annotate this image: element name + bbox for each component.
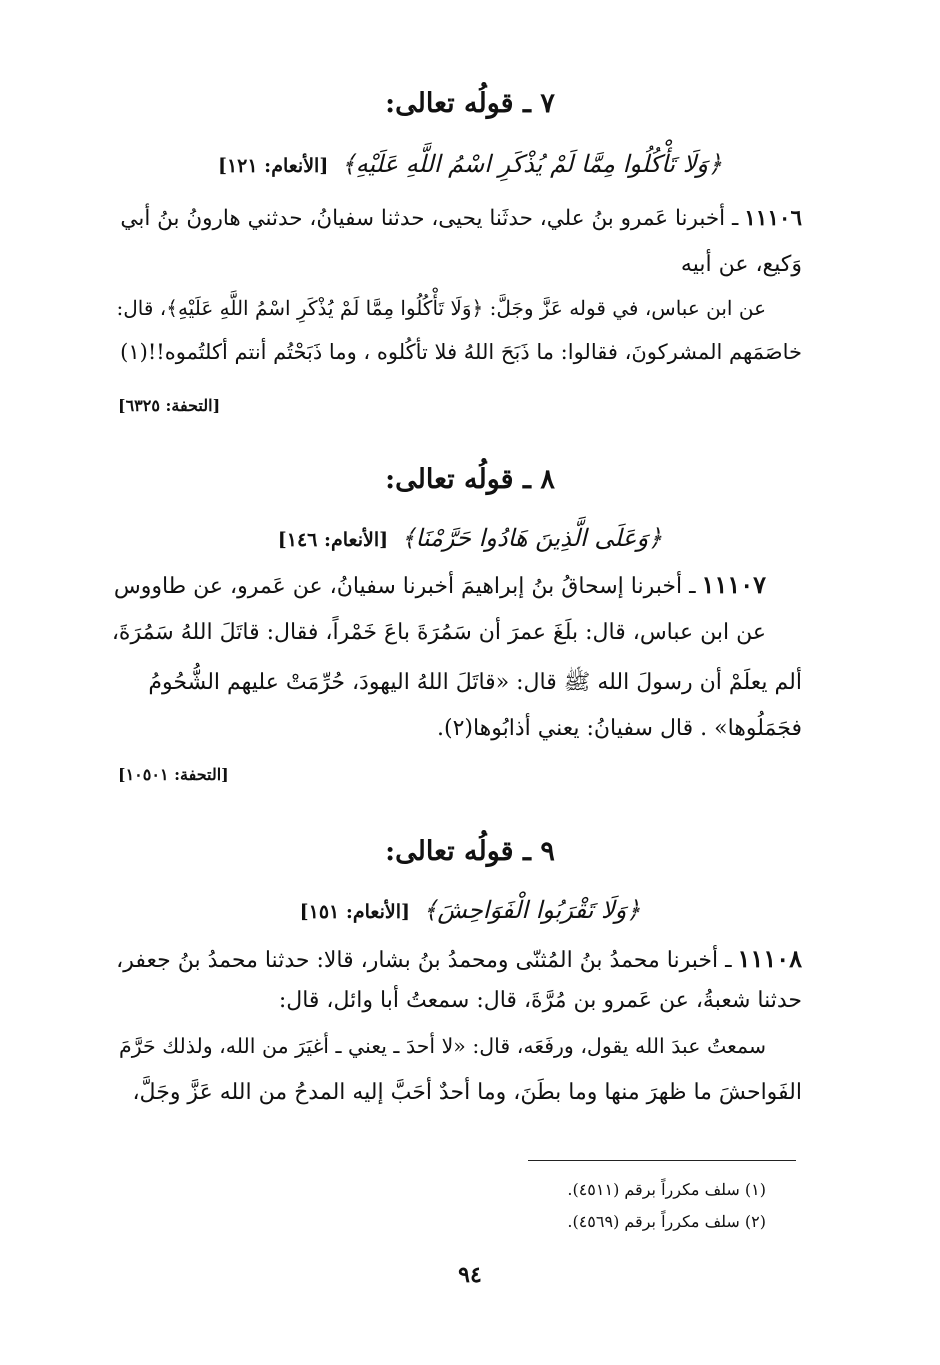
hadith-text: ـ أخبرنا عَمرو بنُ علي، حدثَنا يحيى، حدثنا سفيانُ، حدثني هارونُ بنُ أبي	[120, 206, 739, 231]
footnote-separator	[528, 1160, 796, 1161]
section-heading-9: ٩ ـ قولُه تعالى:	[385, 836, 555, 867]
hadith-line: خاصَمَهم المشركونَ، فقالوا: ما ذَبَحَ اللهُ فلا تأكُلوه ، وما ذَبَحْتُم أنتم أكلتُموه!!(١)	[120, 340, 802, 364]
hadith-number: ١١١٠٧	[701, 570, 766, 599]
hadith-line: فجَمَلُوها» . قال سفيانُ: يعني أذابُوها(٢).	[436, 716, 802, 741]
verse-reference: [الأنعام: ١٤٦]	[277, 529, 389, 551]
hadith-number: ١١١٠٨	[737, 944, 802, 973]
quran-verse: ﴿وَلَا تَأْكُلُوا مِمَّا لَمْ يُذْكَرِ اسْمُ اللَّهِ عَلَيْهِ﴾	[341, 150, 723, 178]
hadith-text: ـ أخبرنا محمدُ بنُ المُثنّى ومحمدُ بنُ بشار، قالا: حدثنا محمدُ بنُ جعفر،	[116, 948, 732, 973]
verse-line-8	[0, 524, 940, 552]
verse-reference: [الأنعام: ١٢١]	[217, 155, 329, 177]
hadith-line: حدثنا شعبةُ، عن عَمرو بن مُرَّةَ، قال: سمعتُ أبا وائل، قال:	[278, 988, 802, 1013]
hadith-line	[112, 944, 802, 973]
hadith-line: عن ابن عباس، في قوله عَزَّ وجَلَّ: ﴿وَلَا تَأْكُلُوا مِمَّا لَمْ يُذْكَرِ اسْمُ اللَّهِ عَلَيْهِ﴾، قال:	[116, 296, 766, 320]
hadith-line: وَكيع، عن أبيه	[680, 252, 802, 277]
footnote-2: (٢) سلف مكرراً برقم (٤٥٦٩).	[567, 1212, 766, 1231]
hadith-line: ألم يعلَمْ أن رسولَ الله ﷺ قال: «قاتَلَ اللهُ اليهودَ، حُرِّمَتْ عليهم الشُّحُومُ	[148, 670, 802, 695]
quran-verse: ﴿وَعَلَى الَّذِينَ هَادُوا حَرَّمْنَا﴾	[401, 524, 663, 552]
tuhfa-reference: [التحفة: ١٠٥٠١]	[118, 765, 229, 784]
hadith-line	[112, 206, 802, 231]
verse-reference: [الأنعام: ١٥١]	[299, 901, 410, 923]
quran-verse: ﴿وَلَا تَقْرَبُوا الْفَوَاحِشَ﴾	[423, 896, 641, 924]
hadith-line: سمعتُ عبدَ الله يقول، ورفَعَه، قال: «لا أحدَ ـ يعني ـ أغيَرَ من الله، ولذلك حَرَّمَ	[119, 1034, 766, 1058]
page-number: ٩٤	[458, 1262, 482, 1288]
section-heading-7: ٧ ـ قولُه تعالى:	[385, 88, 555, 119]
hadith-text: ـ أخبرنا إسحاقُ بنُ إبراهيمَ أخبرنا سفيانُ، عن عَمرو، عن طاووس	[113, 574, 696, 599]
verse-line-9	[0, 896, 940, 924]
hadith-line: عن ابن عباس، قال: بلَغَ عمرَ أن سَمُرَةَ باعَ خَمْراً، فقال: قاتَلَ اللهُ سَمُرَةَ،	[111, 620, 766, 645]
section-heading-8: ٨ ـ قولُه تعالى:	[385, 464, 555, 495]
hadith-line: الفَواحشَ ما ظهرَ منها وما بطَنَ، وما أحدٌ أحَبَّ إليه المدحُ من الله عَزَّ وجَلَّ،	[132, 1080, 802, 1105]
verse-line-7	[0, 150, 940, 178]
hadith-number: ١١١٠٦	[744, 206, 802, 231]
footnote-1: (١) سلف مكرراً برقم (٤٥١١).	[567, 1180, 766, 1199]
hadith-line	[112, 570, 766, 599]
tuhfa-reference: [التحفة: ٦٣٢٥]	[118, 396, 221, 415]
